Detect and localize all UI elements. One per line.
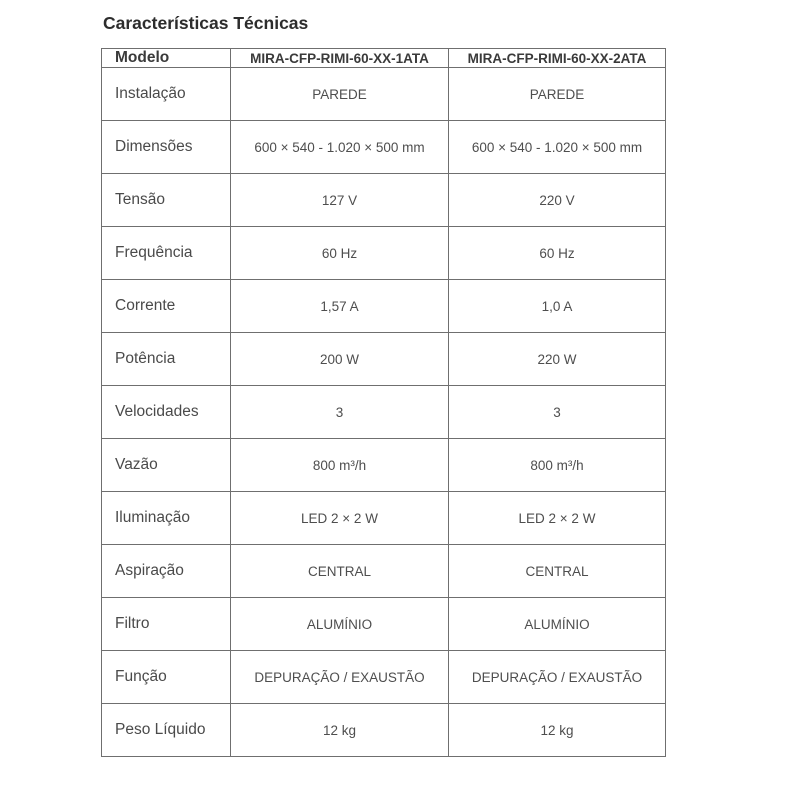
row-value-1: DEPURAÇÃO / EXAUSTÃO <box>231 651 449 704</box>
row-value-2: LED 2 × 2 W <box>449 492 666 545</box>
table-row <box>102 439 666 492</box>
table-row <box>102 174 666 227</box>
table-row <box>102 651 666 704</box>
row-value-2: 220 W <box>449 333 666 386</box>
table-row <box>102 492 666 545</box>
row-value-1: 127 V <box>231 174 449 227</box>
table-row <box>102 598 666 651</box>
row-value-1: 800 m³/h <box>231 439 449 492</box>
row-label: Aspiração <box>102 545 231 598</box>
row-label: Tensão <box>102 174 231 227</box>
table-row <box>102 68 666 121</box>
row-value-2: 60 Hz <box>449 227 666 280</box>
row-label: Dimensões <box>102 121 231 174</box>
row-label: Velocidades <box>102 386 231 439</box>
row-value-1: PAREDE <box>231 68 449 121</box>
row-value-1: CENTRAL <box>231 545 449 598</box>
specs-table <box>101 48 666 757</box>
header-label-modelo: Modelo <box>102 49 231 68</box>
row-label: Função <box>102 651 231 704</box>
row-label: Vazão <box>102 439 231 492</box>
row-value-2: 3 <box>449 386 666 439</box>
row-value-1: 1,57 A <box>231 280 449 333</box>
row-label: Corrente <box>102 280 231 333</box>
row-value-2: DEPURAÇÃO / EXAUSTÃO <box>449 651 666 704</box>
table-row <box>102 121 666 174</box>
header-model-1: MIRA-CFP-RIMI-60-XX-1ATA <box>231 49 449 68</box>
row-label: Frequência <box>102 227 231 280</box>
row-value-2: 600 × 540 - 1.020 × 500 mm <box>449 121 666 174</box>
table-row <box>102 227 666 280</box>
row-value-2: 12 kg <box>449 704 666 757</box>
row-value-1: ALUMÍNIO <box>231 598 449 651</box>
table-row <box>102 280 666 333</box>
row-value-2: 220 V <box>449 174 666 227</box>
table-row <box>102 333 666 386</box>
row-label: Filtro <box>102 598 231 651</box>
table-row <box>102 545 666 598</box>
table-header-row <box>102 49 666 68</box>
row-value-1: 12 kg <box>231 704 449 757</box>
row-value-2: PAREDE <box>449 68 666 121</box>
row-value-1: LED 2 × 2 W <box>231 492 449 545</box>
row-label: Potência <box>102 333 231 386</box>
row-label: Instalação <box>102 68 231 121</box>
table-row <box>102 386 666 439</box>
row-label: Peso Líquido <box>102 704 231 757</box>
row-label: Iluminação <box>102 492 231 545</box>
row-value-2: CENTRAL <box>449 545 666 598</box>
row-value-2: 800 m³/h <box>449 439 666 492</box>
row-value-2: 1,0 A <box>449 280 666 333</box>
row-value-1: 200 W <box>231 333 449 386</box>
row-value-1: 600 × 540 - 1.020 × 500 mm <box>231 121 449 174</box>
row-value-1: 3 <box>231 386 449 439</box>
header-model-2: MIRA-CFP-RIMI-60-XX-2ATA <box>449 49 666 68</box>
row-value-1: 60 Hz <box>231 227 449 280</box>
table-row <box>102 704 666 757</box>
page-title: Características Técnicas <box>103 13 309 33</box>
row-value-2: ALUMÍNIO <box>449 598 666 651</box>
